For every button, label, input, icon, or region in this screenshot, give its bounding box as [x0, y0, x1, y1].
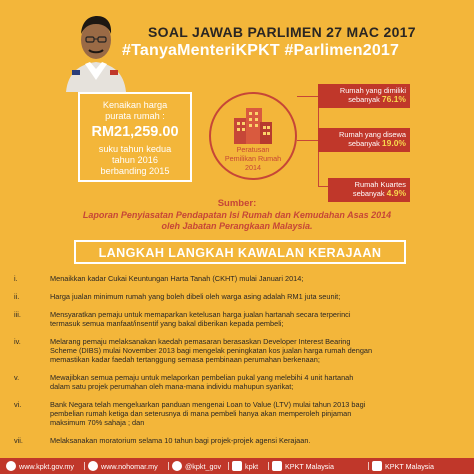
item-text: Mewajibkan semua pemaju untuk melaporkan pembelian pukal yang melebihi 4 unit hartanah: [50, 373, 354, 382]
stat-rented-prefix: sebanyak: [348, 139, 380, 148]
twitter-icon: [172, 461, 182, 471]
item-text: Melarang pemaju melaksanakan kaedah pemasaran berasaskan Developer Interest Bearing: [50, 337, 351, 346]
item-number: v.: [14, 373, 20, 382]
circle-label-1: Peratusan: [236, 145, 270, 154]
source-label: Sumber:: [217, 198, 257, 209]
item-text: Harga jualan minimum rumah yang boleh dibeli oleh warga asing adalah RM1 juta seunit;: [50, 292, 341, 301]
globe-icon: [88, 461, 98, 471]
stat-quarters-prefix: sebanyak: [352, 189, 385, 198]
connector-bottom: [318, 186, 328, 187]
item-text: termasuk semua manfaat/insentif yang bakal diberikan kepada pembeli;: [50, 319, 284, 328]
stat-owned-prefix: sebanyak: [348, 95, 380, 104]
footer-youtube[interactable]: [272, 458, 334, 474]
footer-instagram[interactable]: [232, 458, 258, 474]
footer-twitter-handle: @kpkt_gov: [185, 461, 222, 471]
footer-twitter[interactable]: [172, 458, 221, 474]
item-text: pembelian rumah ketiga dan seterusnya di mana pembeli hanya akan memperoleh pinjaman: [50, 409, 352, 418]
item-text: Menaikkan kadar Cukai Keuntungan Harta Tanah (CKHT) mulai Januari 2014;: [50, 274, 304, 283]
source-line-1: Laporan Penyiasatan Pendapatan Isi Rumah dan Kemudahan Asas 2014: [82, 210, 392, 220]
footer-youtube-handle: KPKT Malaysia: [285, 461, 334, 471]
footer-facebook[interactable]: [372, 458, 434, 474]
item-text: memastikan kadar faedah tertanggung semasa pembinaan perumahan berkenaan;: [50, 355, 320, 364]
item-text: Scheme (DIBS) mulai November 2013 bagi mengelak peningkatan kos jualan harga rumah dengan: [50, 346, 373, 355]
footer-site2: www.nohomar.my: [101, 461, 158, 471]
item-number: i.: [14, 274, 18, 283]
average-price-box: [78, 92, 192, 182]
section-heading-box: [74, 240, 406, 264]
footer-website-2[interactable]: [88, 458, 158, 474]
page-title: SOAL JAWAB PARLIMEN 27 MAC 2017: [148, 24, 416, 40]
item-text: maksimum 70% sahaja ; dan: [50, 418, 145, 427]
footer-instagram-handle: kpkt: [245, 461, 259, 471]
circle-label-2: Pemilikan Rumah: [224, 154, 282, 163]
stat-rented: [318, 128, 410, 152]
price-caption-2: purata rumah :: [105, 111, 165, 121]
stat-quarters-label: Rumah Kuartes: [354, 180, 406, 189]
footer-facebook-handle: KPKT Malaysia: [385, 461, 434, 471]
buildings-icon: [232, 104, 274, 144]
stat-rented-value: 19.0%: [381, 138, 406, 148]
divider: [268, 462, 269, 470]
price-caption-5: berbanding 2015: [100, 166, 170, 176]
stat-owned-value: 76.1%: [381, 94, 406, 104]
price-caption-1: Kenaikan harga: [102, 100, 168, 110]
connector-top: [297, 96, 319, 133]
section-heading: LANGKAH LANGKAH KAWALAN KERAJAAN: [98, 246, 382, 260]
stat-owned-label: Rumah yang dimiliki: [339, 86, 406, 95]
item-text: dalam satu projek perumahan oleh mana-mana individu mahupun syarikat;: [50, 382, 294, 391]
item-number: ii.: [14, 292, 20, 301]
item-number: iv.: [14, 337, 21, 346]
youtube-icon: [272, 461, 282, 471]
divider: [368, 462, 369, 470]
item-text: Melaksanakan moratorium selama 10 tahun bagi projek-projek agensi Kerajaan.: [50, 436, 311, 445]
source-line-2: oleh Jabatan Perangkaan Malaysia.: [161, 221, 313, 231]
price-caption-4: tahun 2016: [112, 155, 158, 165]
hashtags: #TanyaMenteriKPKT #Parlimen2017: [122, 42, 400, 59]
item-number: iii.: [14, 310, 21, 319]
stat-rented-label: Rumah yang disewa: [339, 130, 406, 139]
facebook-icon: [372, 461, 382, 471]
circle-label-3: 2014: [245, 163, 261, 172]
stat-owned: [318, 84, 410, 108]
connector-mid: [297, 140, 319, 141]
average-price-value: RM21,259.00: [91, 124, 179, 140]
divider: [84, 462, 85, 470]
footer-site1: www.kpkt.gov.my: [19, 461, 74, 471]
divider: [228, 462, 229, 470]
stat-quarters-value: 4.9%: [386, 188, 406, 198]
item-text: Mensyaratkan pemaju untuk memaparkan ketelusan harga jualan hartanah secara terperinci: [50, 310, 351, 319]
footer-website[interactable]: [6, 458, 74, 474]
divider: [168, 462, 169, 470]
footer-bar: [0, 458, 474, 474]
price-caption-3: suku tahun kedua: [98, 144, 172, 154]
item-number: vii.: [14, 436, 23, 445]
instagram-icon: [232, 461, 242, 471]
globe-icon: [6, 461, 16, 471]
item-text: Bank Negara telah mengeluarkan panduan mengenai Loan to Value (LTV) mulai tahun 2013 bagi: [50, 400, 366, 409]
item-number: vi.: [14, 400, 22, 409]
